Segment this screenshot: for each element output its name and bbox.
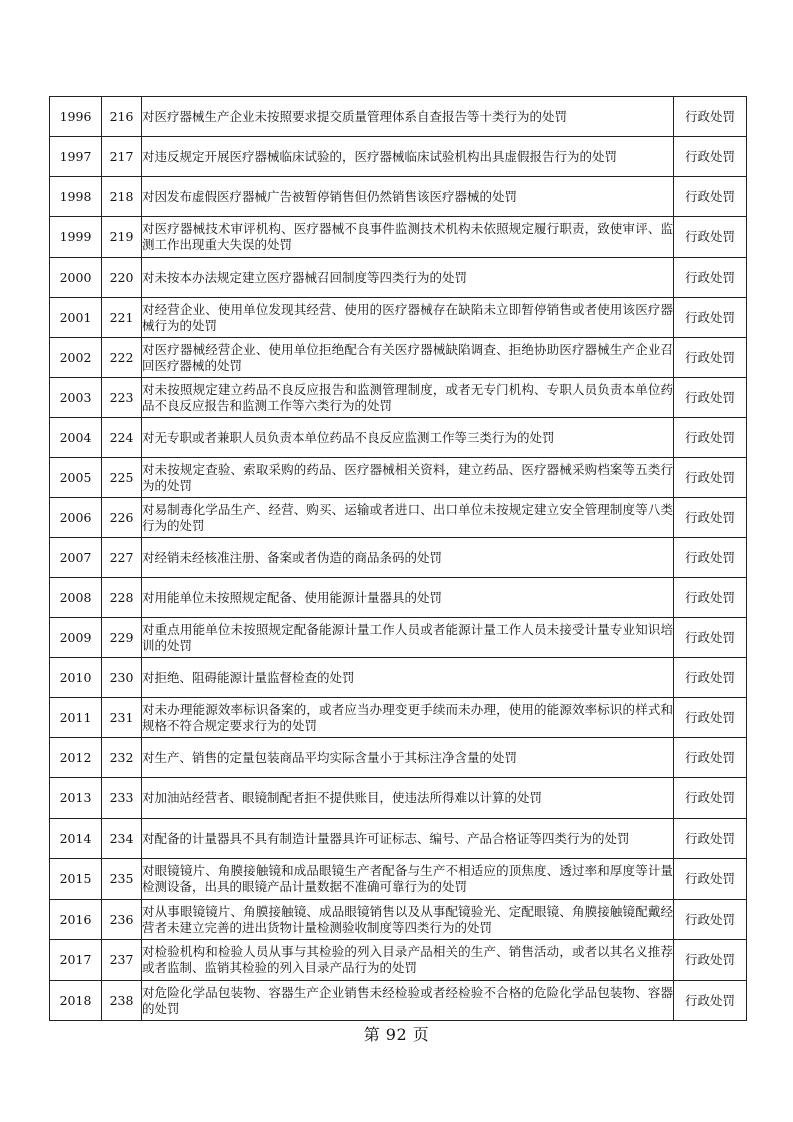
item-number-cell: 223 — [102, 378, 142, 418]
penalty-type-cell: 行政处罚 — [674, 578, 747, 618]
table-row — [50, 338, 747, 378]
item-number-cell: 228 — [102, 578, 142, 618]
penalty-type-cell: 行政处罚 — [674, 418, 747, 458]
table-row — [50, 819, 747, 859]
penalty-description-cell: 对违反规定开展医疗器械临床试验的，医疗器械临床试验机构出具虚假报告行为的处罚 — [142, 137, 674, 177]
penalty-type-cell: 行政处罚 — [674, 618, 747, 658]
penalty-description-cell: 对危险化学品包装物、容器生产企业销售未经检验或者经检验不合格的危险化学品包装物、容器的处罚 — [142, 981, 674, 1021]
row-number-cell: 2015 — [50, 859, 102, 900]
item-number-cell: 217 — [102, 137, 142, 177]
item-number-cell: 232 — [102, 738, 142, 778]
row-number-cell: 2007 — [50, 538, 102, 578]
penalty-description-cell: 对拒绝、阻碍能源计量监督检查的处罚 — [142, 658, 674, 698]
penalty-type-cell: 行政处罚 — [674, 658, 747, 698]
item-number-cell: 233 — [102, 778, 142, 819]
penalty-description-cell: 对医疗器械生产企业未按照要求提交质量管理体系自查报告等十类行为的处罚 — [142, 97, 674, 137]
penalty-description-cell: 对检验机构和检验人员从事与其检验的列入目录产品相关的生产、销售活动，或者以其名义推荐或者监制、监销其检验的列入目录产品行为的处罚 — [142, 940, 674, 981]
row-number-cell: 2001 — [50, 298, 102, 338]
penalty-type-cell: 行政处罚 — [674, 859, 747, 900]
row-number-cell: 1999 — [50, 217, 102, 258]
penalty-description-cell: 对生产、销售的定量包装商品平均实际含量小于其标注净含量的处罚 — [142, 738, 674, 778]
penalty-description-cell: 对用能单位未按照规定配备、使用能源计量器具的处罚 — [142, 578, 674, 618]
row-number-cell: 2017 — [50, 940, 102, 981]
item-number-cell: 226 — [102, 498, 142, 538]
penalty-description-cell: 对医疗器械经营企业、使用单位拒绝配合有关医疗器械缺陷调查、拒绝协助医疗器械生产企业召回医疗器械的处罚 — [142, 338, 674, 378]
item-number-cell: 235 — [102, 859, 142, 900]
penalty-description-cell: 对未办理能源效率标识备案的，或者应当办理变更手续而未办理，使用的能源效率标识的样式和规格不符合规定要求行为的处罚 — [142, 698, 674, 738]
penalty-description-cell: 对无专职或者兼职人员负责本单位药品不良反应监测工作等三类行为的处罚 — [142, 418, 674, 458]
item-number-cell: 231 — [102, 698, 142, 738]
penalty-type-cell: 行政处罚 — [674, 298, 747, 338]
penalty-description-cell: 对易制毒化学品生产、经营、购买、运输或者进口、出口单位未按规定建立安全管理制度等八类行为的处罚 — [142, 498, 674, 538]
table-row — [50, 618, 747, 658]
row-number-cell: 2010 — [50, 658, 102, 698]
table-row — [50, 778, 747, 819]
penalty-description-cell: 对未按规定查验、索取采购的药品、医疗器械相关资料，建立药品、医疗器械采购档案等五类行为的处罚 — [142, 458, 674, 498]
penalty-description-cell: 对重点用能单位未按照规定配备能源计量工作人员或者能源计量工作人员未接受计量专业知识培训的处罚 — [142, 618, 674, 658]
penalty-type-cell: 行政处罚 — [674, 981, 747, 1021]
row-number-cell: 2006 — [50, 498, 102, 538]
penalty-type-cell: 行政处罚 — [674, 900, 747, 940]
item-number-cell: 218 — [102, 177, 142, 217]
item-number-cell: 229 — [102, 618, 142, 658]
table-row — [50, 177, 747, 217]
row-number-cell: 2016 — [50, 900, 102, 940]
penalty-type-cell: 行政处罚 — [674, 538, 747, 578]
penalty-type-cell: 行政处罚 — [674, 217, 747, 258]
penalty-type-cell: 行政处罚 — [674, 258, 747, 298]
table-row — [50, 578, 747, 618]
table-row — [50, 658, 747, 698]
penalty-type-cell: 行政处罚 — [674, 97, 747, 137]
penalty-type-cell: 行政处罚 — [674, 940, 747, 981]
table-row — [50, 137, 747, 177]
item-number-cell: 225 — [102, 458, 142, 498]
item-number-cell: 234 — [102, 819, 142, 859]
penalty-description-cell: 对经营企业、使用单位发现其经营、使用的医疗器械存在缺陷未立即暂停销售或者使用该医疗器械行为的处罚 — [142, 298, 674, 338]
item-number-cell: 238 — [102, 981, 142, 1021]
row-number-cell: 1997 — [50, 137, 102, 177]
table-row — [50, 418, 747, 458]
row-number-cell: 1996 — [50, 97, 102, 137]
table-row — [50, 538, 747, 578]
row-number-cell: 2002 — [50, 338, 102, 378]
row-number-cell: 2014 — [50, 819, 102, 859]
penalty-type-cell: 行政处罚 — [674, 698, 747, 738]
penalty-type-cell: 行政处罚 — [674, 378, 747, 418]
penalty-type-cell: 行政处罚 — [674, 137, 747, 177]
table-row — [50, 738, 747, 778]
row-number-cell: 2018 — [50, 981, 102, 1021]
page-number: 第 92 页 — [363, 1025, 430, 1044]
row-number-cell: 2000 — [50, 258, 102, 298]
row-number-cell: 2003 — [50, 378, 102, 418]
table-row — [50, 940, 747, 981]
row-number-cell: 2013 — [50, 778, 102, 819]
item-number-cell: 221 — [102, 298, 142, 338]
penalty-description-cell: 对眼镜镜片、角膜接触镜和成品眼镜生产者配备与生产不相适应的顶焦度、透过率和厚度等计量检测设备，出具的眼镜产品计量数据不准确可靠行为的处罚 — [142, 859, 674, 900]
penalty-type-cell: 行政处罚 — [674, 778, 747, 819]
penalty-type-cell: 行政处罚 — [674, 177, 747, 217]
table-body — [50, 97, 747, 1021]
table-row — [50, 981, 747, 1021]
item-number-cell: 236 — [102, 900, 142, 940]
table-row — [50, 900, 747, 940]
item-number-cell: 237 — [102, 940, 142, 981]
penalty-type-cell: 行政处罚 — [674, 819, 747, 859]
item-number-cell: 230 — [102, 658, 142, 698]
penalty-description-cell: 对因发布虚假医疗器械广告被暂停销售但仍然销售该医疗器械的处罚 — [142, 177, 674, 217]
row-number-cell: 2008 — [50, 578, 102, 618]
row-number-cell: 2012 — [50, 738, 102, 778]
penalty-type-cell: 行政处罚 — [674, 338, 747, 378]
penalty-description-cell: 对加油站经营者、眼镜制配者拒不提供账目，使违法所得难以计算的处罚 — [142, 778, 674, 819]
penalty-description-cell: 对配备的计量器具不具有制造计量器具许可证标志、编号、产品合格证等四类行为的处罚 — [142, 819, 674, 859]
item-number-cell: 222 — [102, 338, 142, 378]
penalty-type-cell: 行政处罚 — [674, 738, 747, 778]
row-number-cell: 1998 — [50, 177, 102, 217]
penalty-description-cell: 对未按本办法规定建立医疗器械召回制度等四类行为的处罚 — [142, 258, 674, 298]
row-number-cell: 2004 — [50, 418, 102, 458]
table-row — [50, 859, 747, 900]
row-number-cell: 2009 — [50, 618, 102, 658]
penalty-description-cell: 对医疗器械技术审评机构、医疗器械不良事件监测技术机构未依照规定履行职责，致使审评、监测工作出现重大失误的处罚 — [142, 217, 674, 258]
penalty-items-table — [49, 96, 747, 1021]
item-number-cell: 227 — [102, 538, 142, 578]
table-row — [50, 378, 747, 418]
row-number-cell: 2005 — [50, 458, 102, 498]
table-row — [50, 97, 747, 137]
table-row — [50, 698, 747, 738]
item-number-cell: 224 — [102, 418, 142, 458]
table-row — [50, 258, 747, 298]
table-row — [50, 458, 747, 498]
item-number-cell: 216 — [102, 97, 142, 137]
table-row — [50, 498, 747, 538]
penalty-type-cell: 行政处罚 — [674, 498, 747, 538]
item-number-cell: 220 — [102, 258, 142, 298]
penalty-description-cell: 对未按照规定建立药品不良反应报告和监测管理制度，或者无专门机构、专职人员负责本单位药品不良反应报告和监测工作等六类行为的处罚 — [142, 378, 674, 418]
table-row — [50, 217, 747, 258]
table-row — [50, 298, 747, 338]
penalty-description-cell: 对经销未经核准注册、备案或者伪造的商品条码的处罚 — [142, 538, 674, 578]
penalty-description-cell: 对从事眼镜镜片、角膜接触镜、成品眼镜销售以及从事配镜验光、定配眼镜、角膜接触镜配戴经营者未建立完善的进出货物计量检测验收制度等四类行为的处罚 — [142, 900, 674, 940]
item-number-cell: 219 — [102, 217, 142, 258]
penalty-type-cell: 行政处罚 — [674, 458, 747, 498]
row-number-cell: 2011 — [50, 698, 102, 738]
